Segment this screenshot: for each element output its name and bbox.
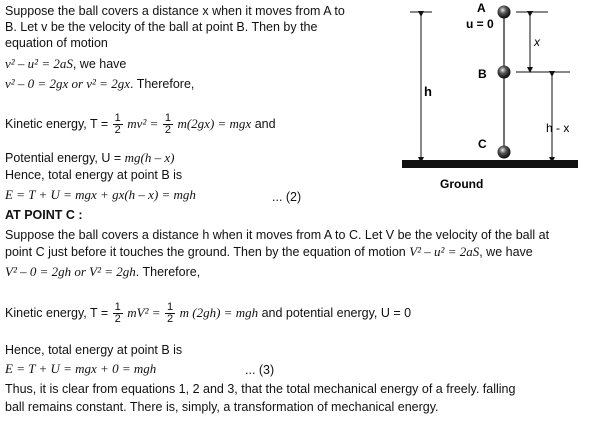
fraction-half: $\frac{1}{2}$ — [114, 301, 121, 325]
c-text-line-1: Suppose the ball covers a distance h when it moves from A to C. Let V be the velocity of the ball at — [5, 228, 550, 242]
total-energy-b-line — [5, 187, 196, 203]
equation-motion-c: V² – u² = 2aS — [409, 244, 480, 259]
label-h-minus-x: h - x — [546, 121, 570, 135]
ke2-label: Kinetic energy, T = — [5, 305, 109, 320]
velocity-result-c: V² – 0 = 2gh or V² = 2gh — [5, 264, 136, 279]
kinetic-energy-c-line — [5, 302, 411, 325]
ball-at-B — [498, 66, 511, 79]
fraction-half: $\frac{1}{2}$ — [164, 112, 171, 136]
ke-label: Kinetic energy, T = — [5, 116, 109, 131]
velocity-result-line — [5, 76, 194, 92]
total-energy-c: E = T + U = mgx + 0 = mgh — [5, 361, 157, 376]
pe-expression: mg(h – x) — [124, 150, 175, 165]
ball-at-A — [498, 6, 511, 19]
equation-number-2: ... (2) — [272, 190, 302, 204]
conclusion-line-1: Thus, it is clear from equations 1, 2 and 3, that the total mechanical energy of a freely. falling — [5, 382, 516, 396]
hence-b2-line: Hence, total energy at point B is — [5, 343, 183, 357]
equation-motion: v² – u² = 2aS — [5, 56, 73, 71]
ground-bar — [402, 160, 578, 168]
total-energy-c-line — [5, 361, 156, 377]
ke-expression: m(2gx) = mgx — [177, 115, 252, 131]
label-u-zero: u = 0 — [466, 17, 494, 31]
ke2-mid: mV² = — [127, 304, 161, 320]
heading-point-c: AT POINT C : — [5, 208, 83, 222]
equation-number-3: ... (3) — [245, 363, 275, 377]
hence-b-line: Hence, total energy at point B is — [5, 168, 183, 182]
ke2-tail: and potential energy, U = 0 — [261, 305, 412, 320]
velocity-result-tail: . Therefore, — [129, 77, 195, 91]
label-B: B — [478, 67, 487, 81]
label-h: h — [424, 84, 432, 99]
label-A: A — [477, 1, 486, 15]
ke-tail: and — [254, 116, 276, 131]
text-line-2: B. Let v be the velocity of the ball at point B. Then by the — [5, 20, 318, 34]
equation-motion-tail: , we have — [72, 57, 127, 71]
fraction-half: $\frac{1}{2}$ — [167, 301, 174, 325]
conclusion-line-2: ball remains constant. There is, simply, a transformation of mechanical energy. — [5, 400, 439, 414]
text-line-1: Suppose the ball covers a distance x when it moves from A to — [5, 4, 345, 18]
label-C: C — [478, 137, 487, 151]
falling-ball-diagram — [400, 0, 600, 196]
total-energy-b: E = T + U = mgx + gx(h – x) = mgh — [5, 187, 196, 202]
velocity-result: v² – 0 = 2gx or v² = 2gx — [5, 76, 130, 91]
potential-energy-b-line — [5, 150, 174, 166]
equation-motion-line — [5, 56, 126, 72]
pe-label: Potential energy, U = — [5, 151, 122, 165]
ke-mid: mv² = — [127, 115, 159, 131]
fraction-half: $\frac{1}{2}$ — [114, 112, 121, 136]
c-velocity-result-line: V² – 0 = 2gh or V² = 2gh. Therefore, — [5, 264, 201, 279]
ke2-expression: m (2gh) = mgh — [179, 304, 259, 320]
ball-at-C — [498, 146, 511, 159]
c-text-line-2: point C just before it touches the ground. Then by the equation of motion V² – u² = 2aS, we have — [5, 244, 533, 259]
label-ground: Ground — [440, 177, 484, 191]
kinetic-energy-b-line — [5, 113, 276, 136]
text-line-3: equation of motion — [5, 36, 108, 50]
label-x: x — [534, 35, 540, 49]
